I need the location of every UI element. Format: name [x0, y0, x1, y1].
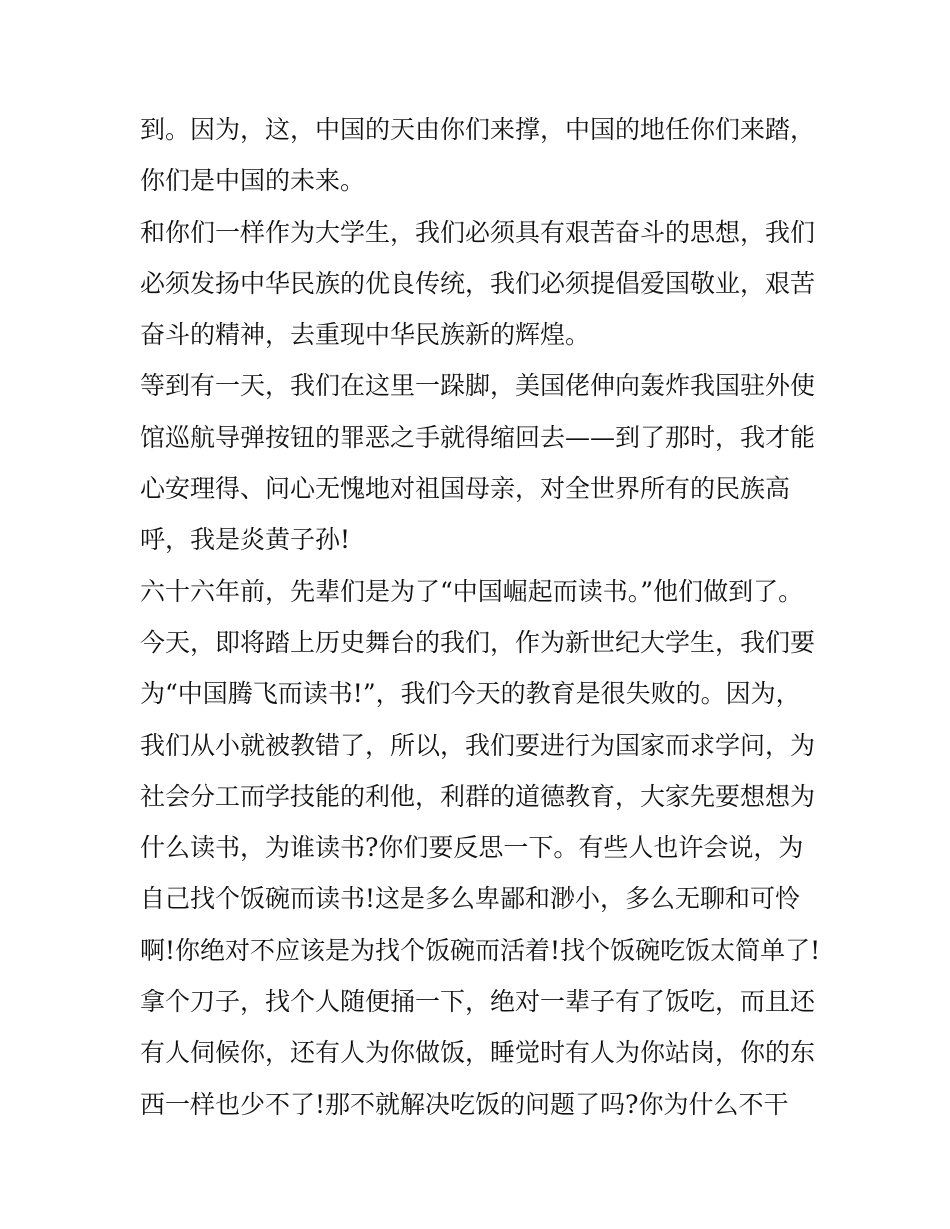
text-line: 自己找个饭碗而读书!这是多么卑鄙和渺小，多么无聊和可怜: [140, 884, 801, 914]
text-line: 你们是中国的未来。: [140, 166, 366, 196]
text-line: 拿个刀子，找个人随便捅一下，绝对一辈子有了饭吃，而且还: [140, 987, 816, 1017]
body-text: [140, 104, 830, 1130]
text-line: 必须发扬中华民族的优良传统，我们必须提倡爱国敬业，艰苦: [140, 268, 816, 298]
text-line: 等到有一天，我们在这里一跺脚，美国佬伸向轰炸我国驻外使: [140, 371, 816, 401]
text-line: 心安理得、问心无愧地对祖国母亲，对全世界所有的民族高: [140, 474, 791, 504]
text-line: 我们从小就被教错了，所以，我们要进行为国家而求学问，为: [140, 730, 816, 760]
text-line: 奋斗的精神，去重现中华民族新的辉煌。: [140, 320, 591, 350]
text-line: 和你们一样作为大学生，我们必须具有艰苦奋斗的思想，我们: [140, 217, 816, 247]
text-line: 社会分工而学技能的利他，利群的道德教育，大家先要想想为: [140, 781, 816, 811]
text-line: 为“中国腾飞而读书!”，我们今天的教育是很失败的。因为，: [140, 679, 801, 709]
text-line: 啊!你绝对不应该是为找个饭碗而活着!找个饭碗吃饭太简单了!: [140, 935, 821, 965]
text-line: 有人伺候你，还有人为你做饭，睡觉时有人为你站岗，你的东: [140, 1038, 816, 1068]
text-line: 六十六年前，先辈们是为了“中国崛起而读书。”他们做到了。: [140, 576, 804, 606]
text-line: 馆巡航导弹按钮的罪恶之手就得缩回去——到了那时，我才能: [140, 422, 816, 452]
text-line: 呼，我是炎黄子孙!: [140, 525, 351, 555]
text-line: 什么读书，为谁读书?你们要反思一下。有些人也许会说，为: [140, 833, 804, 863]
text-line: 到。因为，这，中国的天由你们来撑，中国的地任你们来踏，: [140, 115, 816, 144]
text-line: 今天，即将踏上历史舞台的我们，作为新世纪大学生，我们要: [140, 627, 816, 657]
text-line: 西一样也少不了!那不就解决吃饭的问题了吗?你为什么不干: [140, 1089, 789, 1119]
